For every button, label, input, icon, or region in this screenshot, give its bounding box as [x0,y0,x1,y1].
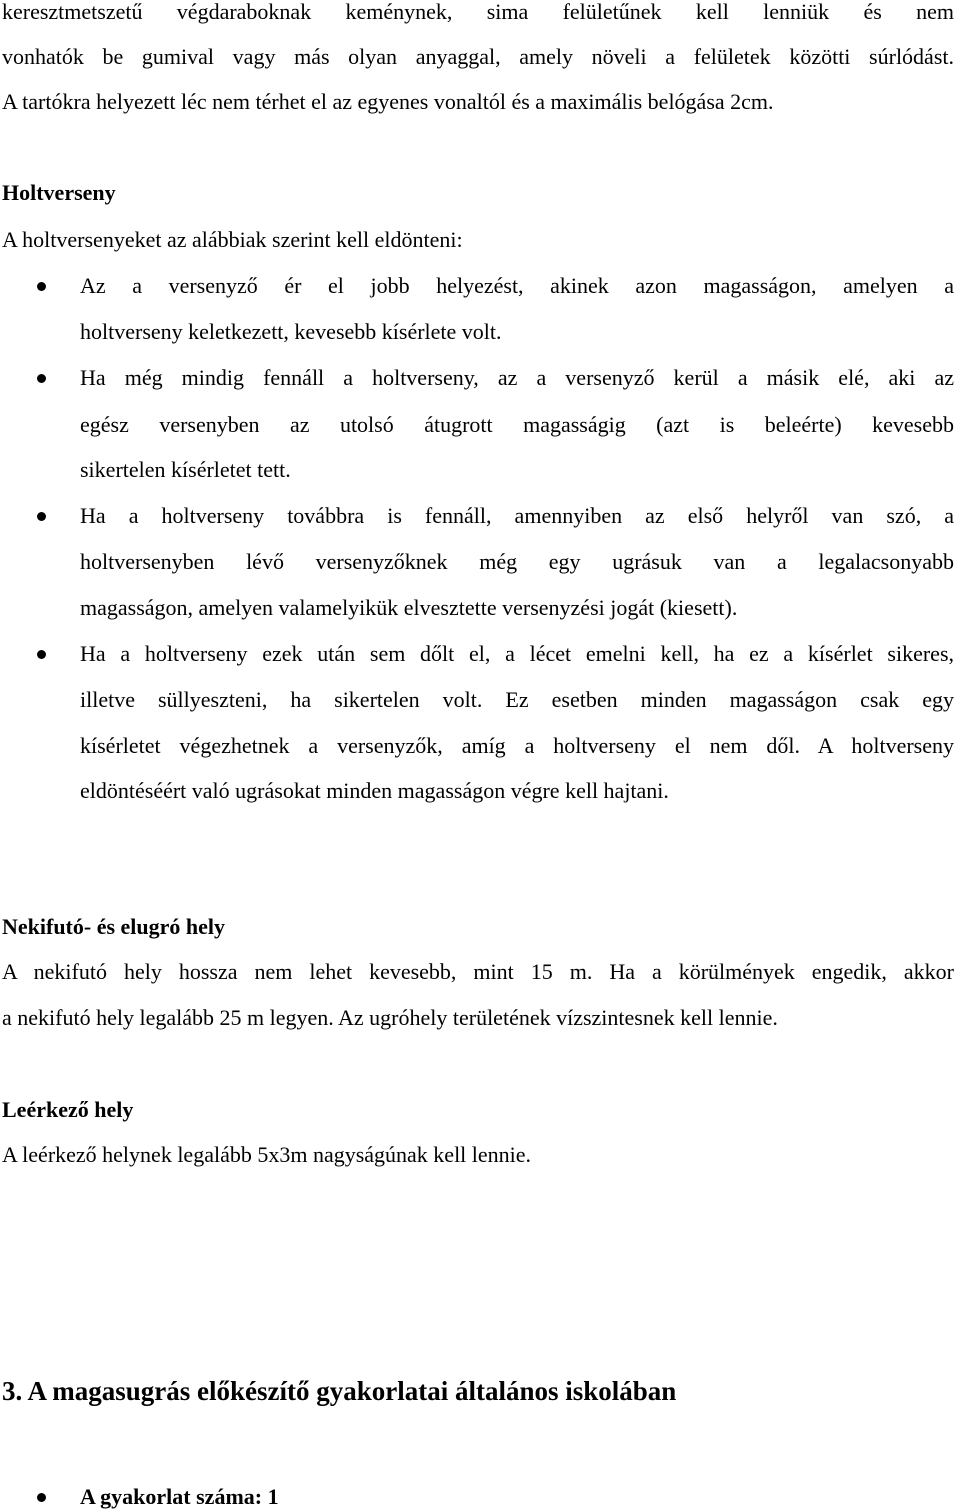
holtverseny-bullet-2-line-2: egész versenyben az utolsó átugrott magasságig (azt is beleérte) kevesebb [80,412,954,437]
bullet-icon [37,374,46,383]
nekifuto-heading: Nekifutó- és elugró hely [2,914,226,939]
holtverseny-bullet-4-line-2: illetve süllyeszteni, ha sikertelen volt. Ez esetben minden magasságon csak egy [80,687,954,712]
intro-line-1: keresztmetszetű végdaraboknak keménynek, sima felületűnek kell lenniük és nem [2,0,954,24]
leerkezo-line-1: A leérkező helynek legalább 5x3m nagyságúnak kell lennie. [2,1142,532,1167]
nekifuto-line-1: A nekifutó hely hossza nem lehet kevesebb, mint 15 m. Ha a körülmények engedik, akkor [2,959,954,984]
holtverseny-bullet-3-line-3: magasságon, amelyen valamelyikük elvesztette versenyzési jogát (kiesett). [80,595,738,620]
holtverseny-intro: A holtversenyeket az alábbiak szerint kell eldönteni: [2,227,463,252]
holtverseny-bullet-4-line-3: kísérletet végezhetnek a versenyzők, amíg a holtverseny el nem dől. A holtverseny [80,733,954,758]
intro-line-3: A tartókra helyezett léc nem térhet el az egyenes vonaltól és a maximális belógása 2cm. [2,89,774,114]
holtverseny-bullet-2-line-1: Ha még mindig fennáll a holtverseny, az a versenyző kerül a másik elé, aki az [80,365,954,390]
leerkezo-heading: Leérkező hely [2,1097,134,1122]
holtverseny-heading: Holtverseny [2,180,116,205]
holtverseny-bullet-4-line-1: Ha a holtverseny ezek után sem dőlt el, a lécet emelni kell, ha ez a kísérlet sikeres, [80,641,954,666]
bullet-icon [37,282,46,291]
holtverseny-bullet-3-line-2: holtversenyben lévő versenyzőknek még egy ugrásuk van a legalacsonyabb [80,549,954,574]
holtverseny-bullet-2-line-3: sikertelen kísérletet tett. [80,457,291,482]
bullet-icon [37,512,46,521]
bullet-icon [37,650,46,659]
exercise-number-item: A gyakorlat száma: 1 [80,1484,279,1509]
holtverseny-bullet-1-line-2: holtverseny keletkezett, kevesebb kísérlete volt. [80,319,502,344]
section-3-heading: 3. A magasugrás előkészítő gyakorlatai általános iskolában [2,1376,677,1406]
holtverseny-bullet-4-line-4: eldöntéséért való ugrásokat minden magasságon végre kell hajtani. [80,778,669,803]
intro-line-2: vonhatók be gumival vagy más olyan anyaggal, amely növeli a felületek közötti súrlódást. [2,44,954,69]
bullet-icon [37,1493,46,1502]
holtverseny-bullet-3-line-1: Ha a holtverseny továbbra is fennáll, amennyiben az első helyről van szó, a [80,503,954,528]
nekifuto-line-2: a nekifutó hely legalább 25 m legyen. Az ugróhely területének vízszintesnek kell lennie. [2,1005,778,1030]
holtverseny-bullet-1-line-1: Az a versenyző ér el jobb helyezést, akinek azon magasságon, amelyen a [80,273,954,298]
